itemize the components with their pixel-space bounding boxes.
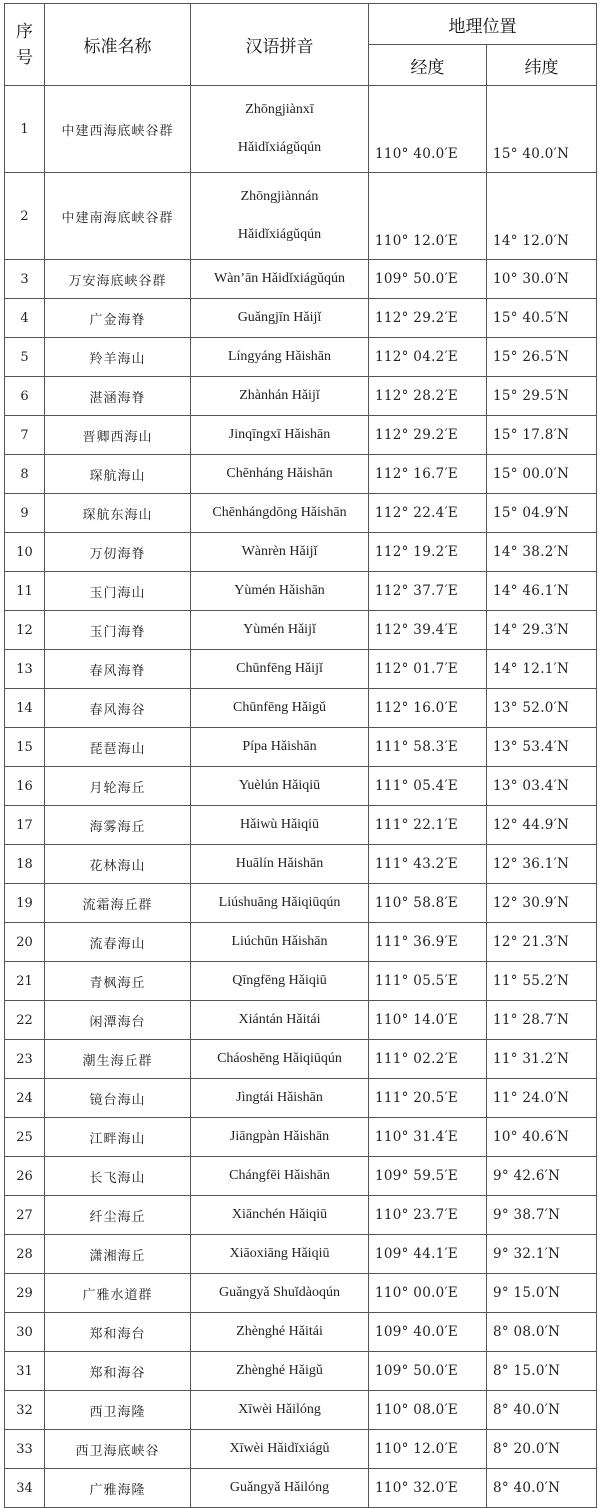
longitude-value: 111° 05.5′E bbox=[369, 962, 487, 1001]
latitude-value: 14° 12.0′N bbox=[487, 173, 597, 260]
table-row bbox=[5, 260, 597, 299]
latitude-value: 15° 40.0′N bbox=[487, 86, 597, 173]
row-index: 25 bbox=[5, 1118, 45, 1157]
longitude-value: 109° 40.0′E bbox=[369, 1313, 487, 1352]
longitude-value: 112° 16.7′E bbox=[369, 455, 487, 494]
table-row bbox=[5, 845, 597, 884]
table-row bbox=[5, 299, 597, 338]
standard-name: 流春海山 bbox=[45, 923, 191, 962]
latitude-value: 11° 28.7′N bbox=[487, 1001, 597, 1040]
row-index: 14 bbox=[5, 689, 45, 728]
row-index: 12 bbox=[5, 611, 45, 650]
pinyin: Chēnháng Hǎishān bbox=[191, 455, 369, 494]
standard-name: 琛航东海山 bbox=[45, 494, 191, 533]
pinyin: Liúchūn Hǎishān bbox=[191, 923, 369, 962]
latitude-value: 13° 52.0′N bbox=[487, 689, 597, 728]
latitude-value: 13° 03.4′N bbox=[487, 767, 597, 806]
table-row bbox=[5, 923, 597, 962]
latitude-value: 15° 40.5′N bbox=[487, 299, 597, 338]
pinyin: Chēnhángdōng Hǎishān bbox=[191, 494, 369, 533]
pinyin: Chángfēi Hǎishān bbox=[191, 1157, 369, 1196]
row-index: 20 bbox=[5, 923, 45, 962]
pinyin: Jinqīngxī Hǎishān bbox=[191, 416, 369, 455]
pinyin: Cháoshēng Hǎiqiūqún bbox=[191, 1040, 369, 1079]
longitude-value: 112° 01.7′E bbox=[369, 650, 487, 689]
latitude-value: 11° 31.2′N bbox=[487, 1040, 597, 1079]
row-index: 31 bbox=[5, 1352, 45, 1391]
table-row bbox=[5, 1196, 597, 1235]
longitude-value: 110° 32.0′E bbox=[369, 1469, 487, 1508]
standard-name: 中建南海底峡谷群 bbox=[45, 173, 191, 260]
header-longitude: 经度 bbox=[369, 45, 487, 86]
row-index: 11 bbox=[5, 572, 45, 611]
standard-name: 镜台海山 bbox=[45, 1079, 191, 1118]
longitude-value: 112° 29.2′E bbox=[369, 416, 487, 455]
pinyin bbox=[191, 173, 369, 260]
standard-name: 纤尘海丘 bbox=[45, 1196, 191, 1235]
seafloor-names-table bbox=[4, 3, 597, 1508]
pinyin: Xīwèi Hǎilóng bbox=[191, 1391, 369, 1430]
header-pinyin: 汉语拼音 bbox=[191, 4, 369, 86]
longitude-value: 112° 39.4′E bbox=[369, 611, 487, 650]
standard-name: 羚羊海山 bbox=[45, 338, 191, 377]
pinyin: Chūnfēng Hǎijǐ bbox=[191, 650, 369, 689]
latitude-value: 14° 46.1′N bbox=[487, 572, 597, 611]
row-index: 7 bbox=[5, 416, 45, 455]
latitude-value: 8° 40.0′N bbox=[487, 1469, 597, 1508]
latitude-value: 14° 29.3′N bbox=[487, 611, 597, 650]
standard-name: 广雅海隆 bbox=[45, 1469, 191, 1508]
standard-name: 潇湘海丘 bbox=[45, 1235, 191, 1274]
longitude-value: 111° 58.3′E bbox=[369, 728, 487, 767]
table-row bbox=[5, 650, 597, 689]
pinyin: Zhènghé Hǎitái bbox=[191, 1313, 369, 1352]
row-index: 4 bbox=[5, 299, 45, 338]
pinyin-line2: Hǎidǐxiágǔqún bbox=[237, 227, 322, 242]
standard-name: 潮生海丘群 bbox=[45, 1040, 191, 1079]
latitude-value: 12° 21.3′N bbox=[487, 923, 597, 962]
latitude-value: 13° 53.4′N bbox=[487, 728, 597, 767]
row-index: 16 bbox=[5, 767, 45, 806]
row-index: 9 bbox=[5, 494, 45, 533]
longitude-value: 112° 28.2′E bbox=[369, 377, 487, 416]
row-index: 30 bbox=[5, 1313, 45, 1352]
pinyin: Wàn’ān Hǎidǐxiágǔqún bbox=[191, 260, 369, 299]
standard-name: 广雅水道群 bbox=[45, 1274, 191, 1313]
header-geographic-location: 地理位置 bbox=[369, 4, 597, 45]
row-index: 3 bbox=[5, 260, 45, 299]
standard-name: 青枫海丘 bbox=[45, 962, 191, 1001]
latitude-value: 8° 40.0′N bbox=[487, 1391, 597, 1430]
pinyin: Pípa Hǎishān bbox=[191, 728, 369, 767]
pinyin: Chūnfēng Hǎigǔ bbox=[191, 689, 369, 728]
table-row bbox=[5, 1430, 597, 1469]
row-index: 2 bbox=[5, 173, 45, 260]
pinyin: Huālín Hǎishān bbox=[191, 845, 369, 884]
table-row bbox=[5, 1391, 597, 1430]
standard-name: 玉门海脊 bbox=[45, 611, 191, 650]
row-index: 26 bbox=[5, 1157, 45, 1196]
pinyin: Xiántán Hǎitái bbox=[191, 1001, 369, 1040]
latitude-value: 9° 15.0′N bbox=[487, 1274, 597, 1313]
standard-name: 琵琶海山 bbox=[45, 728, 191, 767]
latitude-value: 14° 12.1′N bbox=[487, 650, 597, 689]
latitude-value: 15° 00.0′N bbox=[487, 455, 597, 494]
standard-name: 春风海脊 bbox=[45, 650, 191, 689]
table-row bbox=[5, 1352, 597, 1391]
row-index: 32 bbox=[5, 1391, 45, 1430]
longitude-value: 112° 37.7′E bbox=[369, 572, 487, 611]
pinyin bbox=[191, 86, 369, 173]
latitude-value: 15° 29.5′N bbox=[487, 377, 597, 416]
row-index: 21 bbox=[5, 962, 45, 1001]
longitude-value: 112° 16.0′E bbox=[369, 689, 487, 728]
latitude-value: 15° 17.8′N bbox=[487, 416, 597, 455]
table-row bbox=[5, 1118, 597, 1157]
longitude-value: 111° 36.9′E bbox=[369, 923, 487, 962]
pinyin: Yuèlún Hǎiqiū bbox=[191, 767, 369, 806]
longitude-value: 110° 08.0′E bbox=[369, 1391, 487, 1430]
row-index: 23 bbox=[5, 1040, 45, 1079]
longitude-value: 112° 22.4′E bbox=[369, 494, 487, 533]
pinyin: Jìngtái Hǎishān bbox=[191, 1079, 369, 1118]
longitude-value: 111° 22.1′E bbox=[369, 806, 487, 845]
standard-name: 万安海底峡谷群 bbox=[45, 260, 191, 299]
row-index: 19 bbox=[5, 884, 45, 923]
latitude-value: 12° 30.9′N bbox=[487, 884, 597, 923]
pinyin: Guǎngjīn Hǎijǐ bbox=[191, 299, 369, 338]
row-index: 15 bbox=[5, 728, 45, 767]
longitude-value: 110° 12.0′E bbox=[369, 1430, 487, 1469]
standard-name: 湛涵海脊 bbox=[45, 377, 191, 416]
table-row bbox=[5, 1079, 597, 1118]
header-latitude: 纬度 bbox=[487, 45, 597, 86]
latitude-value: 15° 26.5′N bbox=[487, 338, 597, 377]
latitude-value: 14° 38.2′N bbox=[487, 533, 597, 572]
pinyin: Zhànhán Hǎijǐ bbox=[191, 377, 369, 416]
header-index-line2: 号 bbox=[16, 47, 33, 68]
longitude-value: 112° 19.2′E bbox=[369, 533, 487, 572]
table-row bbox=[5, 1040, 597, 1079]
table-row bbox=[5, 455, 597, 494]
longitude-value: 112° 04.2′E bbox=[369, 338, 487, 377]
standard-name: 江畔海山 bbox=[45, 1118, 191, 1157]
header-index bbox=[5, 4, 45, 86]
longitude-value: 111° 02.2′E bbox=[369, 1040, 487, 1079]
row-index: 8 bbox=[5, 455, 45, 494]
pinyin-line1: Zhōngjiànnán bbox=[240, 189, 319, 204]
latitude-value: 10° 40.6′N bbox=[487, 1118, 597, 1157]
latitude-value: 8° 15.0′N bbox=[487, 1352, 597, 1391]
standard-name: 流霜海丘群 bbox=[45, 884, 191, 923]
pinyin: Xīwèi Hǎidǐxiágǔ bbox=[191, 1430, 369, 1469]
longitude-value: 110° 40.0′E bbox=[369, 86, 487, 173]
standard-name: 万仞海脊 bbox=[45, 533, 191, 572]
longitude-value: 109° 50.0′E bbox=[369, 1352, 487, 1391]
table-row bbox=[5, 533, 597, 572]
latitude-value: 9° 38.7′N bbox=[487, 1196, 597, 1235]
standard-name: 郑和海谷 bbox=[45, 1352, 191, 1391]
standard-name: 中建西海底峡谷群 bbox=[45, 86, 191, 173]
table-row bbox=[5, 377, 597, 416]
longitude-value: 111° 05.4′E bbox=[369, 767, 487, 806]
longitude-value: 109° 44.1′E bbox=[369, 1235, 487, 1274]
pinyin: Hǎiwù Hǎiqiū bbox=[191, 806, 369, 845]
longitude-value: 110° 12.0′E bbox=[369, 173, 487, 260]
longitude-value: 109° 59.5′E bbox=[369, 1157, 487, 1196]
pinyin: Guǎngyǎ Shuǐdàoqún bbox=[191, 1274, 369, 1313]
latitude-value: 11° 24.0′N bbox=[487, 1079, 597, 1118]
standard-name: 晋卿西海山 bbox=[45, 416, 191, 455]
standard-name: 春风海谷 bbox=[45, 689, 191, 728]
longitude-value: 110° 58.8′E bbox=[369, 884, 487, 923]
row-index: 13 bbox=[5, 650, 45, 689]
pinyin: Liúshuāng Hǎiqiūqún bbox=[191, 884, 369, 923]
table-body bbox=[5, 86, 597, 1508]
pinyin: Yùmén Hǎishān bbox=[191, 572, 369, 611]
row-index: 17 bbox=[5, 806, 45, 845]
row-index: 29 bbox=[5, 1274, 45, 1313]
table-wrapper bbox=[4, 3, 597, 1508]
latitude-value: 12° 36.1′N bbox=[487, 845, 597, 884]
latitude-value: 9° 42.6′N bbox=[487, 1157, 597, 1196]
table-row bbox=[5, 1274, 597, 1313]
row-index: 10 bbox=[5, 533, 45, 572]
table-row bbox=[5, 86, 597, 173]
row-index: 34 bbox=[5, 1469, 45, 1508]
table-row bbox=[5, 494, 597, 533]
table-row bbox=[5, 338, 597, 377]
table-row bbox=[5, 1313, 597, 1352]
table-row bbox=[5, 962, 597, 1001]
standard-name: 月轮海丘 bbox=[45, 767, 191, 806]
table-row bbox=[5, 611, 597, 650]
row-index: 18 bbox=[5, 845, 45, 884]
latitude-value: 9° 32.1′N bbox=[487, 1235, 597, 1274]
table-row bbox=[5, 689, 597, 728]
latitude-value: 10° 30.0′N bbox=[487, 260, 597, 299]
longitude-value: 110° 14.0′E bbox=[369, 1001, 487, 1040]
pinyin: Guǎngyǎ Hǎilóng bbox=[191, 1469, 369, 1508]
standard-name: 广金海脊 bbox=[45, 299, 191, 338]
pinyin: Wànrèn Hǎijǐ bbox=[191, 533, 369, 572]
row-index: 5 bbox=[5, 338, 45, 377]
pinyin: Língyáng Hǎishān bbox=[191, 338, 369, 377]
row-index: 1 bbox=[5, 86, 45, 173]
table-row bbox=[5, 173, 597, 260]
longitude-value: 109° 50.0′E bbox=[369, 260, 487, 299]
table-row bbox=[5, 1235, 597, 1274]
table-row bbox=[5, 416, 597, 455]
pinyin: Zhènghé Hǎigǔ bbox=[191, 1352, 369, 1391]
pinyin: Yùmén Hǎijǐ bbox=[191, 611, 369, 650]
row-index: 24 bbox=[5, 1079, 45, 1118]
row-index: 27 bbox=[5, 1196, 45, 1235]
row-index: 33 bbox=[5, 1430, 45, 1469]
table-row bbox=[5, 884, 597, 923]
header-standard-name: 标准名称 bbox=[45, 4, 191, 86]
longitude-value: 112° 29.2′E bbox=[369, 299, 487, 338]
standard-name: 西卫海底峡谷 bbox=[45, 1430, 191, 1469]
pinyin: Xiānchén Hǎiqiū bbox=[191, 1196, 369, 1235]
header-index-line1: 序 bbox=[16, 21, 33, 42]
longitude-value: 110° 00.0′E bbox=[369, 1274, 487, 1313]
standard-name: 长飞海山 bbox=[45, 1157, 191, 1196]
table-row bbox=[5, 1469, 597, 1508]
standard-name: 海雾海丘 bbox=[45, 806, 191, 845]
latitude-value: 15° 04.9′N bbox=[487, 494, 597, 533]
table-row bbox=[5, 1157, 597, 1196]
standard-name: 闲潭海台 bbox=[45, 1001, 191, 1040]
row-index: 6 bbox=[5, 377, 45, 416]
standard-name: 西卫海隆 bbox=[45, 1391, 191, 1430]
pinyin: Jiāngpàn Hǎishān bbox=[191, 1118, 369, 1157]
latitude-value: 8° 08.0′N bbox=[487, 1313, 597, 1352]
latitude-value: 12° 44.9′N bbox=[487, 806, 597, 845]
table-row bbox=[5, 572, 597, 611]
longitude-value: 111° 20.5′E bbox=[369, 1079, 487, 1118]
table-row bbox=[5, 1001, 597, 1040]
pinyin: Qīngfēng Hǎiqiū bbox=[191, 962, 369, 1001]
pinyin-line2: Hǎidǐxiágǔqún bbox=[237, 140, 322, 155]
table-header bbox=[5, 4, 597, 86]
standard-name: 花林海山 bbox=[45, 845, 191, 884]
row-index: 28 bbox=[5, 1235, 45, 1274]
longitude-value: 110° 23.7′E bbox=[369, 1196, 487, 1235]
table-row bbox=[5, 806, 597, 845]
table-row bbox=[5, 767, 597, 806]
longitude-value: 110° 31.4′E bbox=[369, 1118, 487, 1157]
latitude-value: 8° 20.0′N bbox=[487, 1430, 597, 1469]
standard-name: 郑和海台 bbox=[45, 1313, 191, 1352]
row-index: 22 bbox=[5, 1001, 45, 1040]
standard-name: 琛航海山 bbox=[45, 455, 191, 494]
pinyin: Xiāoxiāng Hǎiqiū bbox=[191, 1235, 369, 1274]
table-row bbox=[5, 728, 597, 767]
standard-name: 玉门海山 bbox=[45, 572, 191, 611]
latitude-value: 11° 55.2′N bbox=[487, 962, 597, 1001]
longitude-value: 111° 43.2′E bbox=[369, 845, 487, 884]
pinyin-line1: Zhōngjiànxī bbox=[245, 102, 314, 117]
